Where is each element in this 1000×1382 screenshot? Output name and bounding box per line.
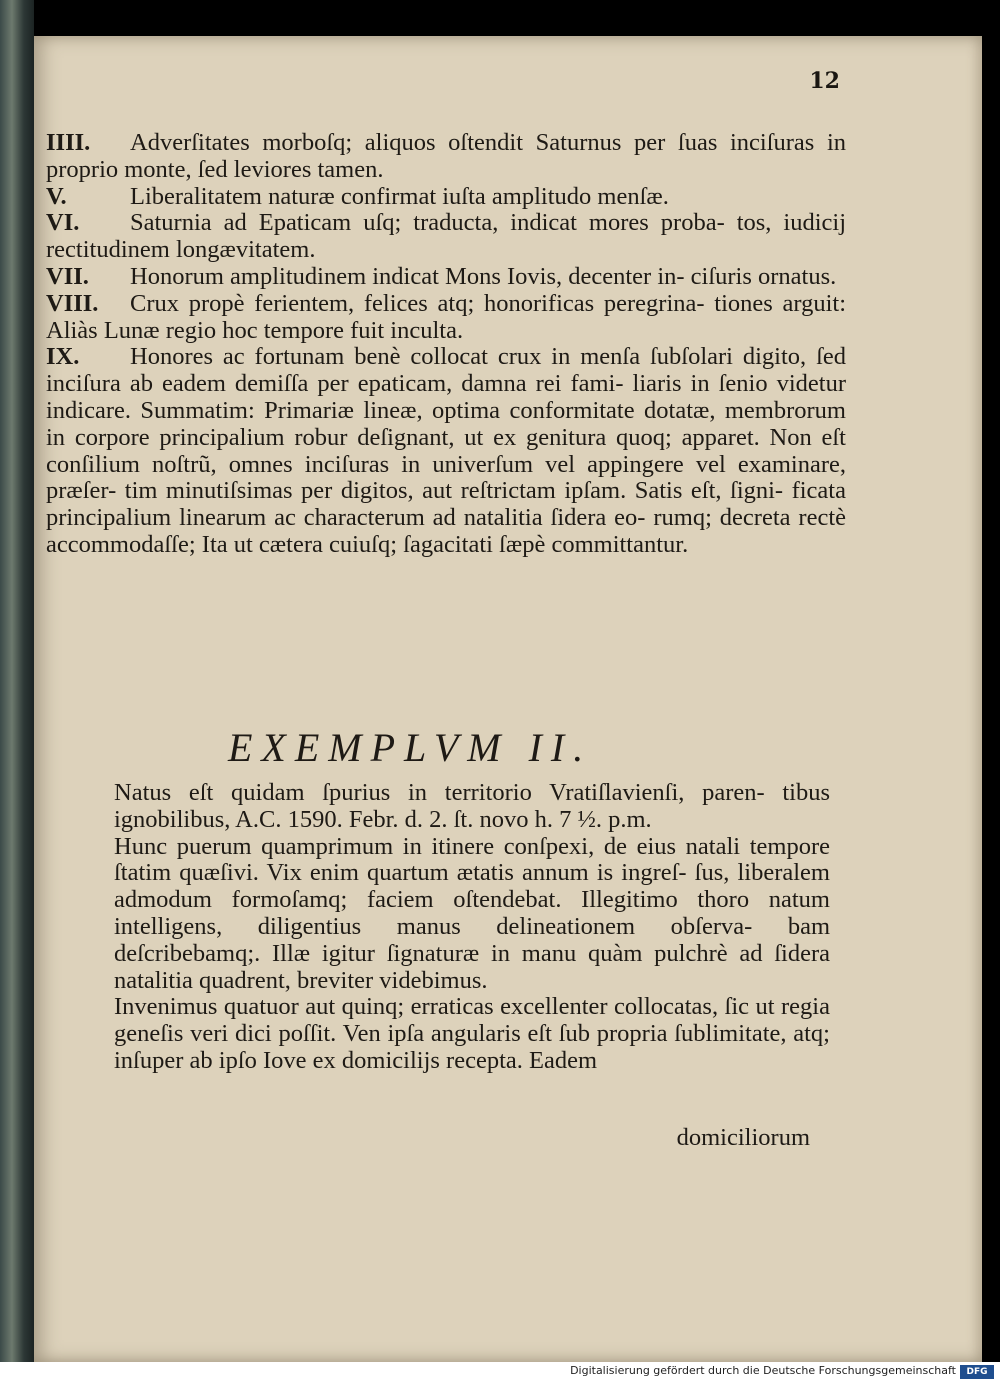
- list-item: [46, 210, 846, 264]
- list-item: [46, 130, 846, 184]
- paragraph: Natus eſt quidam ſpurius in territorio Vratiſlavienſi, paren- tibus ignobilibus, A.C. 1590. Febr. d. 2. ſt. novo h. 7 ½. p.m.: [114, 779, 830, 833]
- paragraph: Hunc puerum quamprimum in itinere conſpexi, de eius natali tempore ſtatim quæſivi. Vix enim quartum ætatis annum is ingreſ- ſus, liberalem admodum formoſamq; faciem oſtendebat. Illegitimo thoro natum intelligens, diligentius manus delineationem obſerva- bam deſcribebamq;. Illæ igitur ſignaturæ in manu quàm pulchrè ad ſidera natalitia quadrent, breviter videbimus.: [114, 832, 830, 994]
- item-number: IX.: [46, 343, 80, 371]
- footer-bar: [0, 1362, 1000, 1382]
- item-number: V.: [46, 182, 67, 210]
- catchword: domiciliorum: [676, 1124, 810, 1151]
- item-text: Crux propè ferientem, felices atq; honorificas peregrina- tiones arguit: Aliàs Lunæ regio hoc tempore fuit inculta.: [46, 289, 846, 344]
- dfg-logo: DFG: [960, 1365, 994, 1379]
- list-item: [46, 344, 846, 558]
- list-item: [46, 184, 846, 211]
- item-number: VII.: [46, 262, 89, 290]
- item-number: IIII.: [46, 129, 91, 156]
- book-spine: [0, 0, 34, 1362]
- item-text: Adverſitates morboſq; aliquos oſtendit Saturnus per ſuas inciſuras in proprio monte, ſed leviores tamen.: [46, 129, 846, 183]
- paragraph: Invenimus quatuor aut quinq; erraticas excellenter collocatas, ſic ut regia geneſis veri dici poſſit. Ven ipſa angularis eſt ſub propria ſublimitate, atq; inſuper ab ipſo Iove ex domicilijs recepta. Eadem: [114, 993, 830, 1074]
- footer-credit: Digitalisierung gefördert durch die Deutsche Forschungsgemeinschaft: [570, 1364, 956, 1377]
- item-number: VI.: [46, 209, 80, 237]
- list-item: [46, 264, 846, 291]
- list-item: [46, 291, 846, 345]
- item-text: Saturnia ad Epaticam uſq; traducta, indicat mores proba- tos, iudicij rectitudinem longævitatem.: [46, 209, 846, 264]
- example-body: [60, 780, 830, 1075]
- item-text: Honores ac fortunam benè collocat crux in menſa ſubſolari digito, ſed inciſura ab eadem demiſſa per epaticam, damna rei fami- liaris in ſenio videtur indicare. Summatim: Primariæ lineæ, optima conformitate dotatæ, membrorum in corpore principalium robur deſignant, ut ex genitura quoq; apparet. Non eſt conſilium noſtrũ, omnes inciſuras in univerſum vel appingere vel examinare, præſer- tim minutiſsimas per digitos, aut reſtrictam ipſam. Satis eſt, ſigni- ficata principalium linearum ac characterum ad natalitia ſidera eo- rumq; decreta rectè accommodaſſe; Ita ut cætera cuiuſq; ſagacitati ſæpè committantur.: [46, 343, 846, 558]
- section-heading: EXEMPLVM II.: [228, 725, 593, 770]
- numbered-list: [46, 130, 846, 559]
- page-number: 12: [809, 68, 840, 94]
- item-text: Liberalitatem naturæ confirmat iuſta amplitudo menſæ.: [130, 182, 669, 210]
- item-text: Honorum amplitudinem indicat Mons Iovis, decenter in- ciſuris ornatus.: [130, 262, 837, 290]
- item-number: VIII.: [46, 289, 99, 317]
